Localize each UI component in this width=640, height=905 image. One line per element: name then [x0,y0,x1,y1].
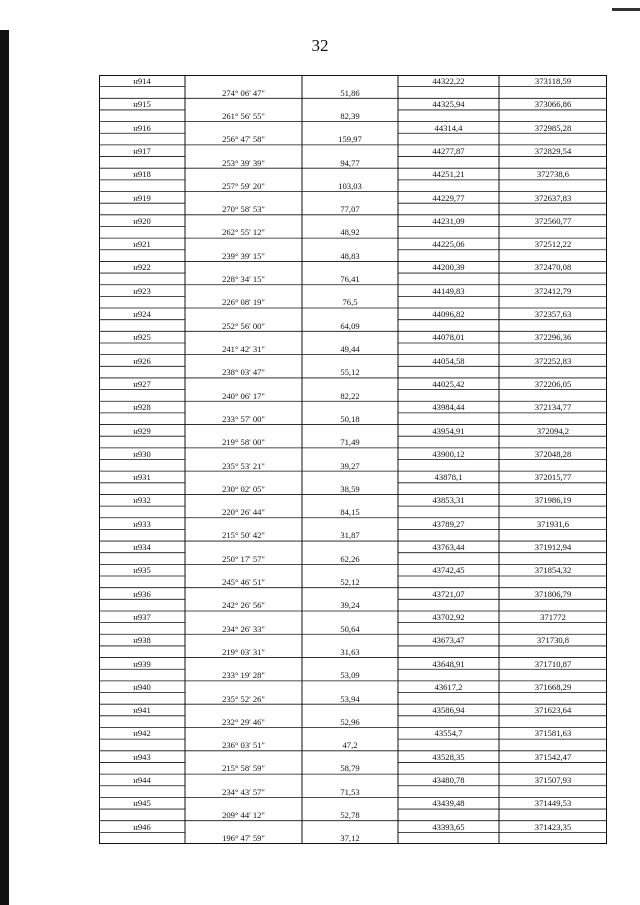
segment-length-cell: 50,64 [340,623,360,634]
point-name-cell: н944 [133,775,151,786]
segment-length-cell: 37,12 [340,833,360,844]
segment-length-cell: 48,92 [340,227,360,238]
point-name-cell: н940 [133,681,151,692]
point-name-cell: н916 [133,122,151,133]
coord-y-cell: 372048,28 [534,448,572,459]
point-name-cell: н921 [133,239,151,250]
table-cells [99,75,607,844]
segment-length-cell: 62,26 [340,553,360,564]
coord-x-cell: 43984,44 [432,402,465,413]
coord-x-cell: 43954,91 [432,425,465,436]
point-name-cell: н927 [133,378,151,389]
segment-length-cell: 53,94 [340,693,360,704]
coord-y-cell: 372134,77 [534,402,572,413]
coord-x-cell: 43878,1 [434,472,463,483]
point-name-cell: н917 [133,145,151,156]
coordinates-table [99,75,607,844]
binding-edge [0,30,9,905]
point-name-cell: н914 [133,76,151,86]
coord-y-cell: 373066,86 [534,99,572,110]
coord-x-cell: 43853,31 [432,495,465,506]
point-name-cell: н942 [133,728,151,739]
segment-length-cell: 58,79 [340,763,360,774]
direction-angle-cell: 233° 57' 00" [222,413,265,424]
coord-x-cell: 44314,4 [434,122,463,133]
direction-angle-cell: 262° 55' 12" [222,227,265,238]
direction-angle-cell: 234° 43' 57" [222,786,265,797]
coord-x-cell: 44149,83 [432,285,465,296]
coord-y-cell: 372094,2 [536,425,570,436]
coord-x-cell: 43702,92 [432,611,465,622]
direction-angle-cell: 257° 59' 20" [222,180,265,191]
segment-length-cell: 84,15 [340,507,360,518]
coord-x-cell: 43763,44 [432,542,465,553]
direction-angle-cell: 215° 58' 59" [222,763,265,774]
direction-angle-cell: 253° 39' 39" [222,157,265,168]
direction-angle-cell: 219° 58' 00" [222,437,265,448]
coord-y-cell: 372357,63 [534,309,572,320]
point-name-cell: н945 [133,798,151,809]
segment-length-cell: 38,59 [340,483,360,494]
direction-angle-cell: 219° 03' 31" [222,646,265,657]
coord-y-cell: 371581,63 [534,728,572,739]
coord-x-cell: 44225,06 [432,239,465,250]
coord-x-cell: 44277,87 [432,145,465,156]
point-name-cell: н919 [133,192,151,203]
segment-length-cell: 71,53 [340,786,360,797]
direction-angle-cell: 239° 39' 15" [222,250,265,261]
coord-y-cell: 373118,59 [534,76,572,86]
coord-y-cell: 371806,79 [534,588,572,599]
coord-y-cell: 372829,54 [534,145,572,156]
direction-angle-cell: 235° 53' 21" [222,460,265,471]
coord-y-cell: 372738,6 [536,169,570,180]
point-name-cell: н941 [133,705,151,716]
direction-angle-cell: 238° 03' 47" [222,367,265,378]
direction-angle-cell: 228° 34' 15" [222,274,265,285]
segment-length-cell: 50,18 [340,413,360,424]
segment-length-cell: 51,86 [340,87,360,98]
coord-x-cell: 43480,78 [432,775,465,786]
segment-length-cell: 76,5 [342,297,358,308]
point-name-cell: н937 [133,611,151,622]
direction-angle-cell: 234° 26' 33" [222,623,265,634]
coord-x-cell: 43528,35 [432,751,465,762]
direction-angle-cell: 270° 58' 53" [222,204,265,215]
point-name-cell: н930 [133,448,151,459]
coord-y-cell: 371772 [540,611,566,622]
coord-y-cell: 371931,6 [536,518,570,529]
coord-y-cell: 371423,35 [534,821,572,832]
coord-x-cell: 44325,94 [432,99,465,110]
direction-angle-cell: 233° 19' 28" [222,670,265,681]
coord-x-cell: 44251,21 [432,169,465,180]
coord-x-cell: 43648,91 [432,658,465,669]
direction-angle-cell: 240° 06' 17" [222,390,265,401]
coord-x-cell: 43742,45 [432,565,465,576]
segment-length-cell: 82,22 [340,390,360,401]
point-name-cell: н918 [133,169,151,180]
direction-angle-cell: 215° 50' 42" [222,530,265,541]
coord-x-cell: 43586,94 [432,705,465,716]
point-name-cell: н920 [133,215,151,226]
point-name-cell: н929 [133,425,151,436]
point-name-cell: н936 [133,588,151,599]
point-name-cell: н931 [133,472,151,483]
segment-length-cell: 49,44 [340,343,360,354]
direction-angle-cell: 241° 42' 31" [222,343,265,354]
segment-length-cell: 31,63 [340,646,360,657]
segment-length-cell: 52,12 [340,577,360,587]
segment-length-cell: 52,96 [340,716,360,727]
segment-length-cell: 64,09 [340,320,360,331]
point-name-cell: н924 [133,309,151,320]
point-name-cell: н932 [133,495,151,506]
direction-angle-cell: 196° 47' 59" [222,833,265,844]
point-name-cell: н923 [133,285,151,296]
coord-x-cell: 44231,09 [432,215,465,226]
page-number: 32 [311,36,329,55]
coord-y-cell: 372985,28 [534,122,572,133]
direction-angle-cell: 242° 26' 56" [222,600,265,611]
segment-length-cell: 82,39 [340,110,360,121]
point-name-cell: н943 [133,751,151,762]
coord-x-cell: 44200,39 [432,262,465,273]
coord-x-cell: 43721,07 [432,588,465,599]
point-name-cell: н928 [133,402,151,413]
coord-y-cell: 371449,53 [534,798,572,809]
coord-x-cell: 43789,27 [432,518,465,529]
segment-length-cell: 52,78 [340,810,360,821]
coord-x-cell: 44322,22 [432,76,465,86]
coord-y-cell: 372512,22 [534,239,572,250]
coord-y-cell: 371542,47 [534,751,572,762]
direction-angle-cell: 220° 26' 44" [222,507,265,518]
segment-length-cell: 71,49 [340,437,360,448]
direction-angle-cell: 209° 44' 12" [222,810,265,821]
point-name-cell: н926 [133,355,151,366]
segment-length-cell: 159,97 [338,134,362,145]
coord-y-cell: 371986,19 [534,495,572,506]
coord-y-cell: 372470,08 [534,262,572,273]
coord-y-cell: 371623,64 [534,705,572,716]
point-name-cell: н946 [133,821,151,832]
segment-length-cell: 39,24 [340,600,360,611]
coord-y-cell: 372015,77 [534,472,572,483]
point-name-cell: н925 [133,332,151,343]
point-name-cell: н922 [133,262,151,273]
coord-x-cell: 44054,58 [432,355,465,366]
coord-x-cell: 44078,01 [432,332,465,343]
direction-angle-cell: 274° 06' 47" [222,87,265,98]
coord-y-cell: 372252,83 [534,355,572,366]
direction-angle-cell: 236° 03' 51" [222,740,265,751]
coord-x-cell: 43673,47 [432,635,465,646]
direction-angle-cell: 232° 29' 46" [222,716,265,727]
direction-angle-cell: 230° 02' 05" [222,483,265,494]
point-name-cell: н935 [133,565,151,576]
coord-x-cell: 43393,65 [432,821,465,832]
segment-length-cell: 55,12 [340,367,360,378]
coord-y-cell: 371912,94 [534,542,572,553]
coord-x-cell: 44025,42 [432,378,465,389]
segment-length-cell: 76,41 [340,274,360,285]
coord-x-cell: 44096,82 [432,309,465,320]
coord-x-cell: 43554,7 [434,728,463,739]
coord-y-cell: 372637,83 [534,192,572,203]
segment-length-cell: 39,27 [340,460,360,471]
scan-corner-mark [612,8,640,11]
direction-angle-cell: 226° 08' 19" [222,297,265,308]
coord-x-cell: 43439,48 [432,798,465,809]
point-name-cell: н939 [133,658,151,669]
coord-y-cell: 371710,87 [534,658,572,669]
point-name-cell: н933 [133,518,151,529]
segment-length-cell: 47,2 [342,740,358,751]
coord-x-cell: 44229,77 [432,192,465,203]
coord-y-cell: 371507,93 [534,775,572,786]
coord-x-cell: 43617,2 [434,681,463,692]
coord-y-cell: 371730,8 [536,635,570,646]
segment-length-cell: 77,07 [340,204,360,215]
point-name-cell: н938 [133,635,151,646]
coord-y-cell: 372206,05 [534,378,572,389]
coord-y-cell: 372296,36 [534,332,572,343]
direction-angle-cell: 256° 47' 58" [222,134,265,145]
direction-angle-cell: 261° 56' 55" [222,110,265,121]
segment-length-cell: 103,03 [338,180,362,191]
direction-angle-cell: 250° 17' 57" [222,553,265,564]
coord-x-cell: 43900,12 [432,448,465,459]
coord-y-cell: 371854,32 [534,565,572,576]
direction-angle-cell: 245° 46' 51" [222,577,265,587]
coord-y-cell: 372412,79 [534,285,572,296]
segment-length-cell: 31,87 [340,530,360,541]
direction-angle-cell: 235° 52' 26" [222,693,265,704]
coord-y-cell: 372560,77 [534,215,572,226]
coord-y-cell: 371668,29 [534,681,572,692]
point-name-cell: н934 [133,542,151,553]
segment-length-cell: 94,77 [340,157,360,168]
segment-length-cell: 48,83 [340,250,360,261]
segment-length-cell: 53,09 [340,670,360,681]
direction-angle-cell: 252° 56' 00" [222,320,265,331]
point-name-cell: н915 [133,99,151,110]
